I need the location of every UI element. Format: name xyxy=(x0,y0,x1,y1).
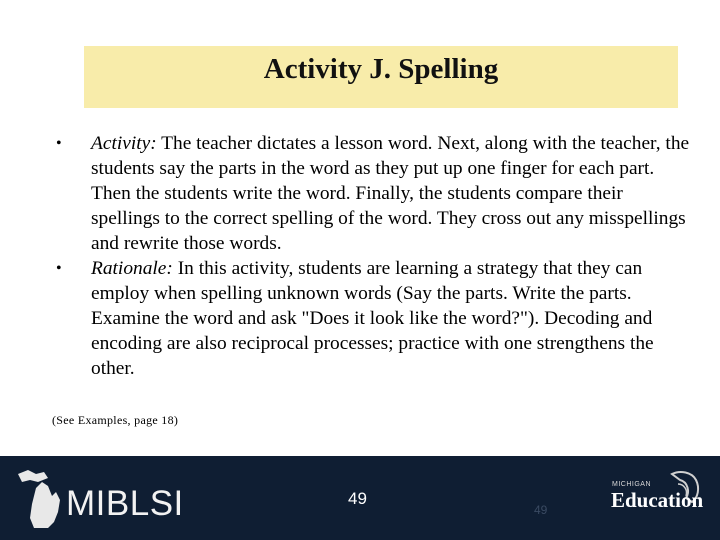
bullet-marker: • xyxy=(56,135,62,152)
bullet-text: In this activity, students are learning a strategy that they can employ when spelling unknown words (Say the parts. Write the parts. Examine the word and ask "Does it look like the word?"). Decoding and encoding are also reciprocal processes; practice with one strengthens the other. xyxy=(91,258,654,379)
logo-state-label: MICHIGAN xyxy=(612,481,651,488)
bullet-label: Rationale: xyxy=(91,258,173,279)
michigan-education-logo xyxy=(608,468,708,534)
bullet-marker: • xyxy=(56,260,62,277)
bullet-activity xyxy=(56,131,696,256)
bullet-label: Activity: xyxy=(91,133,157,154)
bullet-rationale xyxy=(56,256,696,381)
page-number-ghost: 49 xyxy=(534,503,548,517)
brand-name: MIBLSI xyxy=(66,484,184,523)
bullet-text: The teacher dictates a lesson word. Next, along with the teacher, the students say the parts in the word as they put up one finger for each part. Then the students write the word. Finally, the students compare their spellings to the correct spelling of the word. They cross out any misspellings and rewrite those words. xyxy=(91,133,690,254)
bullet-list xyxy=(56,131,696,381)
michigan-map-icon xyxy=(14,468,66,532)
slide-title: Activity J. Spelling xyxy=(263,52,499,85)
footer-bar xyxy=(0,456,720,540)
page-number: 49 xyxy=(348,489,367,508)
examples-note: (See Examples, page 18) xyxy=(52,413,179,427)
logo-education-text: Education xyxy=(611,488,704,512)
title-banner xyxy=(84,46,678,108)
